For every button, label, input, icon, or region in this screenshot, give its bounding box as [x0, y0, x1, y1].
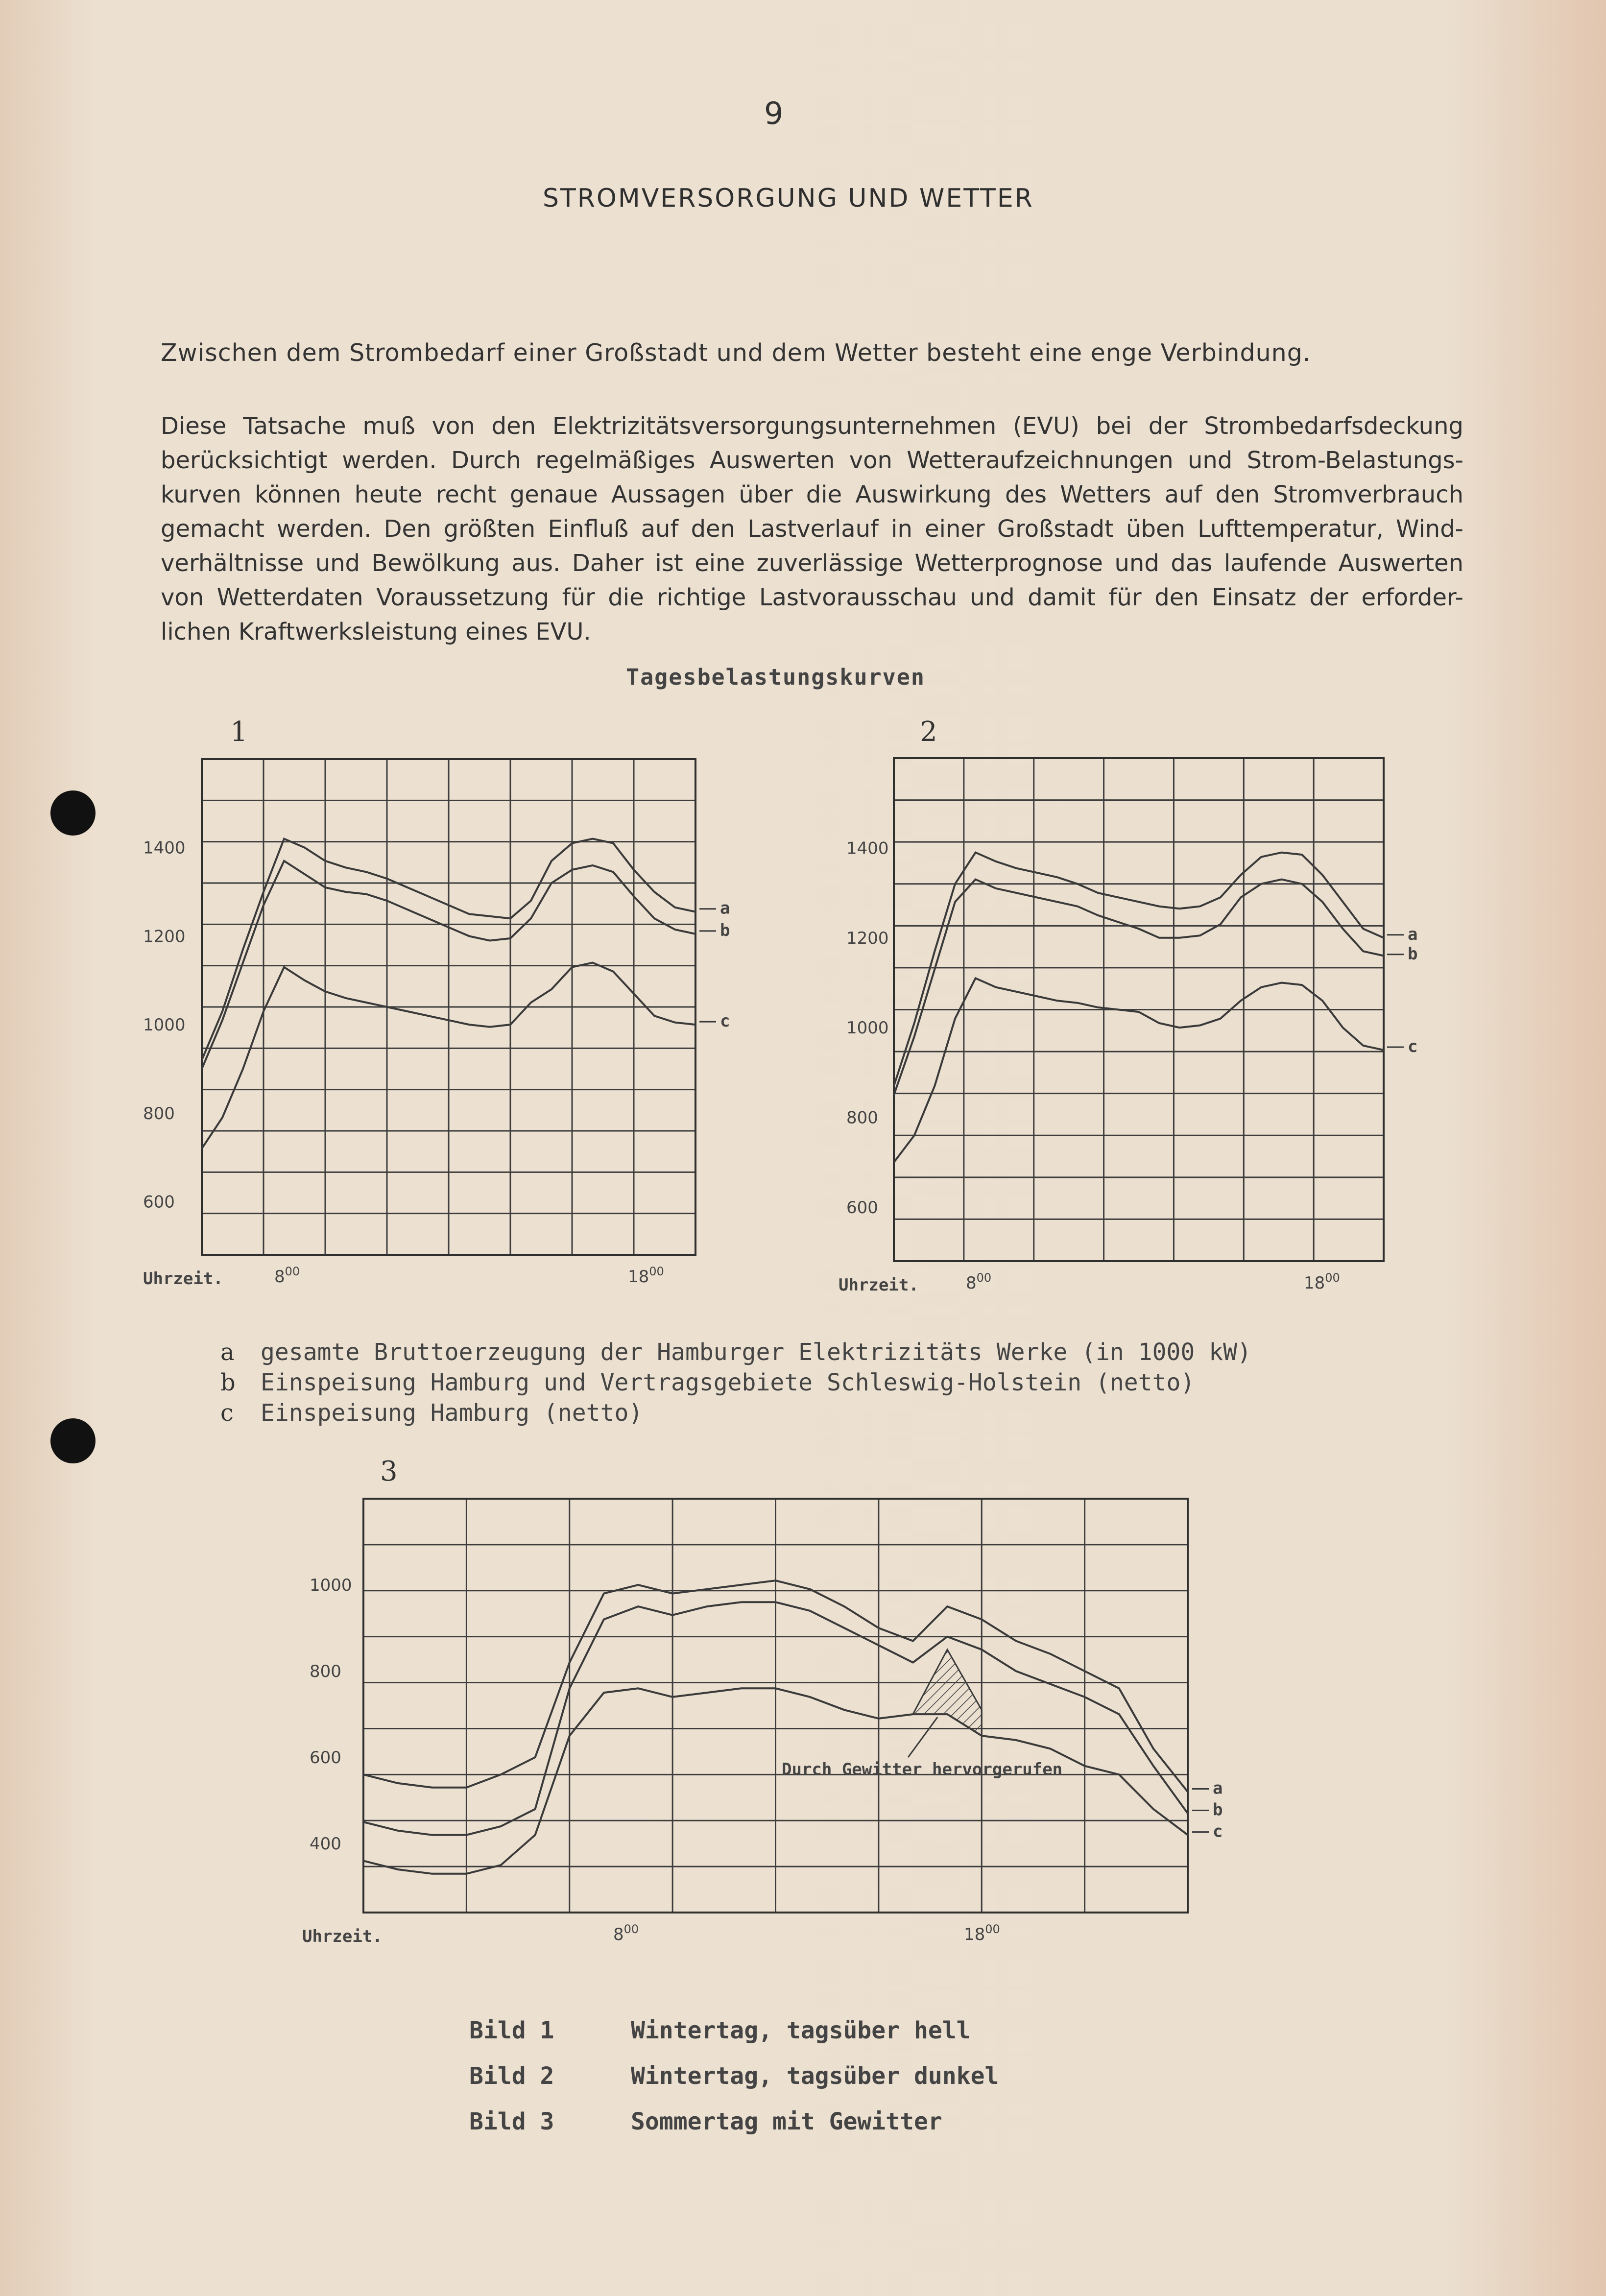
- y-tick-label: 800: [143, 1103, 175, 1124]
- series-label-c: c: [1408, 1037, 1418, 1057]
- series-label-b: b: [1213, 1800, 1223, 1820]
- y-tick-label: 1200: [846, 928, 889, 948]
- chart-3: [302, 1499, 1222, 1946]
- chart-2-number: 2: [920, 716, 937, 748]
- series-label-a: a: [720, 898, 730, 918]
- paragraph-line: Diese Tatsache muß von den Elektrizitätsversorgungsunternehmen (EVU) bei der Strombedarfsdeckung: [161, 412, 1463, 440]
- series-label-a: a: [1213, 1778, 1223, 1798]
- annotation-pointer: [908, 1717, 937, 1757]
- y-tick-label: 400: [310, 1834, 341, 1854]
- y-tick-label: 600: [846, 1197, 878, 1218]
- series-label-b: b: [1408, 944, 1418, 964]
- x-tick-label: $8^{00}$: [613, 1922, 639, 1944]
- y-tick-label: 1200: [143, 927, 186, 947]
- x-axis-label: Uhrzeit.: [302, 1927, 383, 1946]
- y-tick-label: 600: [310, 1748, 341, 1768]
- series-label-b: b: [720, 920, 730, 940]
- series-label-a: a: [1408, 924, 1418, 944]
- caption-row: Bild 1 Wintertag, tagsüber hell: [469, 2017, 971, 2044]
- x-tick-label: $8^{00}$: [966, 1271, 992, 1293]
- y-tick-label: 1000: [143, 1015, 186, 1035]
- x-tick-label: $18^{00}$: [628, 1265, 664, 1287]
- y-tick-label: 800: [846, 1108, 878, 1128]
- paragraph-line: verhältnisse und Bewölkung aus. Daher ist eine zuverlässige Wetterprognose und das laufende Auswerten: [161, 550, 1463, 577]
- legend-item-b: b Einspeisung Hamburg und Vertragsgebiete Schleswig-Holstein (netto): [220, 1369, 1195, 1396]
- chart-3-number: 3: [380, 1456, 398, 1487]
- page-number: 9: [764, 96, 784, 131]
- series-label-c: c: [720, 1011, 730, 1031]
- legend: [220, 1337, 1251, 1428]
- y-tick-label: 1400: [846, 838, 889, 859]
- charts-title: Tagesbelastungskurven: [626, 664, 925, 690]
- x-tick-label: $8^{00}$: [274, 1265, 300, 1287]
- figure-captions: [469, 2008, 999, 2145]
- page-heading: STROMVERSORGUNG UND WETTER: [543, 184, 1034, 213]
- y-tick-label: 1400: [143, 838, 186, 858]
- caption-row: Bild 3 Sommertag mit Gewitter: [469, 2108, 942, 2135]
- chart-1: [143, 759, 730, 1289]
- caption-row: Bild 2 Wintertag, tagsüber dunkel: [469, 2062, 999, 2090]
- paragraph-line: kurven können heute recht genaue Aussagen über die Auswirkung des Wetters auf den Stromverbrauch: [161, 481, 1463, 508]
- paragraph-line: lichen Kraftwerksleistung eines EVU.: [161, 618, 591, 646]
- legend-item-a: a gesamte Bruttoerzeugung der Hamburger Elektrizitäts Werke (in 1000 kW): [220, 1339, 1251, 1366]
- thunderstorm-area: [879, 1650, 982, 1736]
- series-label-c: c: [1213, 1821, 1223, 1842]
- y-tick-label: 800: [310, 1662, 341, 1682]
- chart-2: [839, 758, 1417, 1295]
- y-tick-label: 1000: [310, 1576, 352, 1596]
- paragraph-line: von Wetterdaten Voraussetzung für die richtige Lastvorausschau und damit für den Einsatz der erforder-: [161, 584, 1463, 611]
- legend-item-c: c Einspeisung Hamburg (netto): [220, 1399, 643, 1427]
- annotation-label: Durch Gewitter hervorgerufen: [782, 1760, 1063, 1779]
- lead-sentence: Zwischen dem Strombedarf einer Großstadt und dem Wetter besteht eine enge Verbindung.: [161, 339, 1311, 367]
- x-axis-label: Uhrzeit.: [143, 1269, 223, 1289]
- chart-1-number: 1: [230, 716, 248, 748]
- x-tick-label: $18^{00}$: [964, 1922, 1000, 1944]
- paragraph-line: gemacht werden. Den größten Einfluß auf den Lastverlauf in einer Großstadt üben Lufttemperatur, Wind-: [161, 515, 1463, 543]
- series-line-b: [894, 880, 1384, 1095]
- paragraph-line: berücksichtigt werden. Durch regelmäßiges Auswerten von Wetteraufzeichnungen und Strom-Belastungs-: [161, 447, 1463, 474]
- y-tick-label: 600: [143, 1192, 175, 1212]
- x-tick-label: $18^{00}$: [1304, 1271, 1340, 1293]
- x-axis-label: Uhrzeit.: [839, 1275, 919, 1295]
- y-tick-label: 1000: [846, 1018, 889, 1038]
